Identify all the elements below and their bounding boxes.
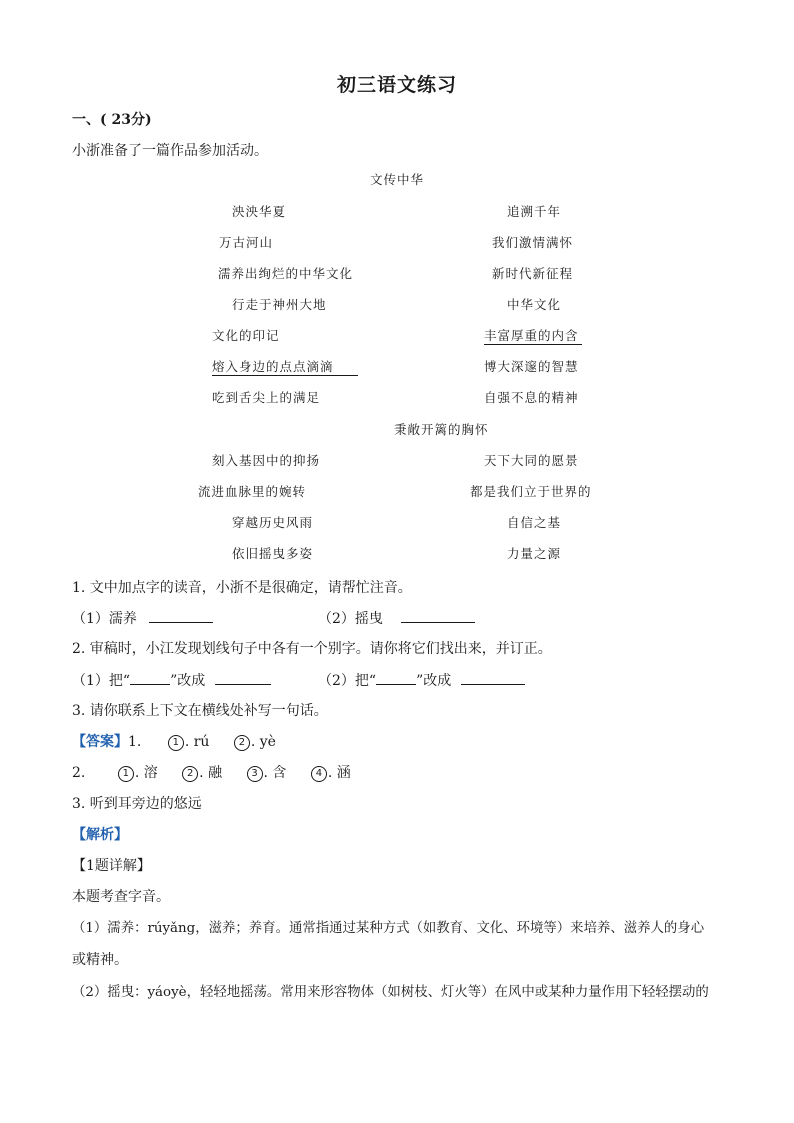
question-2-part-2	[318, 670, 525, 691]
analysis-paragraph: （1）濡养：rúyǎng，滋养；养育。通常指通过某种方式（如教育、文化、环境等）来培养、滋养人的身心	[72, 921, 705, 936]
analysis-paragraph: （2）摇曳：yáoyè，轻轻地摇荡。常用来形容物体（如树枝、灯火等）在风中或某种力量作用下轻轻摆动的	[72, 985, 709, 1000]
page-title: 初三语文练习	[336, 74, 457, 96]
poem-line: 我们激情满怀	[492, 235, 574, 250]
circled-number-icon: 1	[118, 766, 134, 782]
poem-line: 力量之源	[507, 546, 562, 561]
answer-line-2	[72, 763, 351, 783]
poem-line-underlined: 熔入身边的点点滴滴	[212, 358, 358, 376]
poem-line: 穿越历史风雨	[232, 515, 314, 530]
poem-line: 追溯千年	[507, 204, 562, 219]
answer-blank[interactable]	[376, 670, 416, 685]
poem-line: 万古河山	[219, 235, 274, 250]
poem-line: 秉敞开篱的胸怀	[394, 422, 489, 437]
circled-number-icon: 3	[247, 766, 263, 782]
analysis-paragraph: 本题考查字音。	[72, 889, 170, 905]
poem-line: 流进血脉里的婉转	[198, 484, 307, 499]
circled-number-icon: 2	[234, 735, 250, 751]
answer-number: 2.	[72, 765, 86, 781]
answer-item: 1 . 溶	[118, 765, 158, 781]
question-label: （1）把“	[72, 673, 131, 689]
circled-number-icon: 1	[168, 735, 184, 751]
answer-item: 2 . 融	[182, 765, 222, 781]
poem-line: 行走于神州大地	[232, 297, 327, 312]
question-label: （1）濡养	[72, 611, 137, 627]
answer-item: 2 . yè	[234, 734, 276, 750]
question-1-part-1	[72, 608, 213, 629]
answer-blank[interactable]	[401, 608, 475, 623]
poem-line: 中华文化	[507, 297, 562, 312]
answer-line-1	[72, 732, 276, 752]
question-2-part-1	[72, 670, 271, 691]
circled-number-icon: 4	[311, 766, 327, 782]
analysis-label: 【解析】	[72, 827, 128, 843]
poem-line: 新时代新征程	[492, 266, 574, 281]
intro-text: 小浙准备了一篇作品参加活动。	[72, 143, 268, 159]
poem-line: 刻入基因中的抑扬	[212, 453, 321, 468]
poem-line: 自信之基	[507, 515, 562, 530]
poem-line: 博大深邃的智慧	[484, 359, 579, 374]
poem-line-underlined: 丰富厚重的内含	[484, 327, 582, 345]
answer-label: 【答案】	[72, 734, 128, 750]
section-heading: 一、( 23分)	[72, 112, 152, 128]
answer-item: 3 . 含	[247, 765, 287, 781]
poem-line: 依旧摇曳多姿	[232, 546, 314, 561]
answer-blank[interactable]	[130, 670, 170, 685]
question-2: 2. 审稿时，小江发现划线句子中各有一个别字。请你将它们找出来，并订正。	[72, 641, 552, 657]
answer-number: 1.	[128, 734, 142, 750]
poem-line: 天下大同的愿景	[484, 453, 579, 468]
poem-line: 都是我们立于世界的	[470, 484, 592, 499]
analysis-paragraph: 或精神。	[72, 952, 128, 968]
answer-blank[interactable]	[149, 608, 213, 623]
question-label: （2）把“	[318, 673, 377, 689]
question-1-part-2	[318, 608, 475, 629]
poem-line: 文化的印记	[212, 328, 280, 343]
answer-item: 1 . rú	[168, 734, 210, 750]
poem-line: 自强不息的精神	[484, 390, 579, 405]
question-1: 1. 文中加点字的读音，小浙不是很确定，请帮忙注音。	[72, 580, 412, 596]
question-label: ”改成	[416, 673, 452, 689]
poem-line: 吃到舌尖上的满足	[212, 390, 321, 405]
question-label: ”改成	[170, 673, 206, 689]
question-label: （2）摇曳	[318, 611, 383, 627]
circled-number-icon: 2	[182, 766, 198, 782]
poem-line: 泱泱华夏	[232, 204, 287, 219]
analysis-subheading: 【1题详解】	[72, 858, 151, 874]
question-3: 3. 请你联系上下文在横线处补写一句话。	[72, 703, 328, 719]
answer-blank[interactable]	[461, 670, 525, 685]
poem-title: 文传中华	[369, 172, 424, 187]
poem-line: 濡养出绚烂的中华文化	[218, 266, 354, 281]
answer-line-3: 3. 听到耳旁边的悠远	[72, 796, 202, 812]
answer-blank[interactable]	[215, 670, 271, 685]
answer-item: 4 . 涵	[311, 765, 351, 781]
